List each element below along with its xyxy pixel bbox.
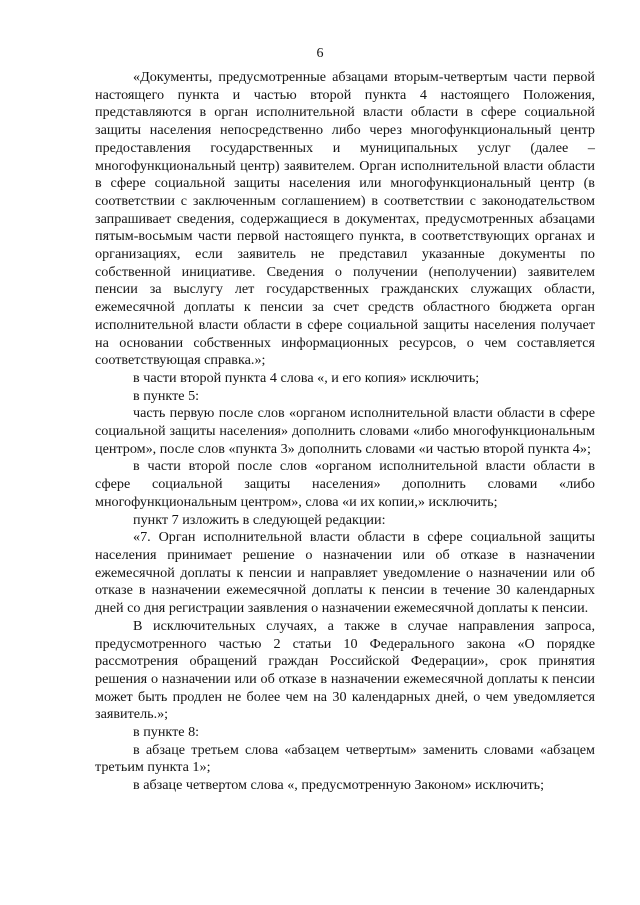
paragraph-exceptional-cases: В исключительных случаях, а также в случае направления запроса, предусмотренного частью 2 статьи 10 Федерального закона «О порядке рассмотрения обращений граждан Российской Федерации», срок принятия решения о назначении или об отказе в назначении ежемесячной доплаты к пенсии может быть продлен не более чем на 30 календарных дней, о чем уведомляется заявитель.»; [95,617,595,723]
paragraph-point5-heading: в пункте 5: [133,387,200,404]
paragraph-point5-part1: часть первую после слов «органом исполнительной власти области в сфере социальной защиты населения» дополнить словами «либо многофункциональным центром», после слов «пункта 3» дополнить словами «и частью второй пункта 4»; [95,405,595,457]
paragraph-point4-part2: в части второй пункта 4 слова «, и его копия» исключить; [133,369,480,386]
paragraph-point8-heading: в пункте 8: [133,724,200,741]
paragraph-point8-abzac4: в абзаце четвертом слова «, предусмотренную Законом» исключить; [133,777,545,794]
paragraph-documents-clause: «Документы, предусмотренные абзацами вторым-четвертым части первой настоящего пункта и частью второй пункта 4 настоящего Положения, представляются в орган исполнительной власти области в сфере социальной защиты населения непосредственно либо через многофункциональный центр предоставления государственных и муниципальных услуг (далее – многофункциональный центр) заявителем. Орган исполнительной власти области в сфере социальной защиты населения или многофункциональный центр (в соответствии с заключенным соглашением) в соответствии с законодательством запрашивает сведения, содержащиеся в документах, предусмотренных абзацами пятым-восьмым части первой настоящего пункта, в соответствующих органах и организациях, если заявитель не представил указанные документы по собственной инициативе. Сведения о получении (неполучении) заявителем пенсии за выслугу лет государственных гражданских служащих области, ежемесячной доплаты к пенсии за счет средств областного бюджета орган исполнительной власти области в сфере социальной защиты населения получает на основании собственных информационных ресурсов, о чем составляется соответствующая справка.»; [95,69,595,369]
paragraph-point5-part2: в части второй после слов «органом исполнительной власти области в сфере социальной защиты населения» дополнить словами «либо многофункциональным центром», слова «и их копии,» исключить; [95,458,595,510]
paragraph-point8-abzac3: в абзаце третьем слова «абзацем четвертым» заменить словами «абзацем третьим пункта 1»; [95,741,595,776]
paragraph-point7-heading: пункт 7 изложить в следующей редакции: [133,511,386,528]
document-body [95,69,595,795]
paragraph-point7-text: «7. Орган исполнительной власти области в сфере социальной защиты населения принимает решение о назначении или об отказе в назначении ежемесячной доплаты к пенсии и направляет уведомление о назначении или об отказе в назначении ежемесячной доплаты к пенсии в течение 30 календарных дней со дня регистрации заявления о назначении ежемесячной доплаты к пенсии. [95,529,595,617]
page-number: 6 [316,46,324,61]
